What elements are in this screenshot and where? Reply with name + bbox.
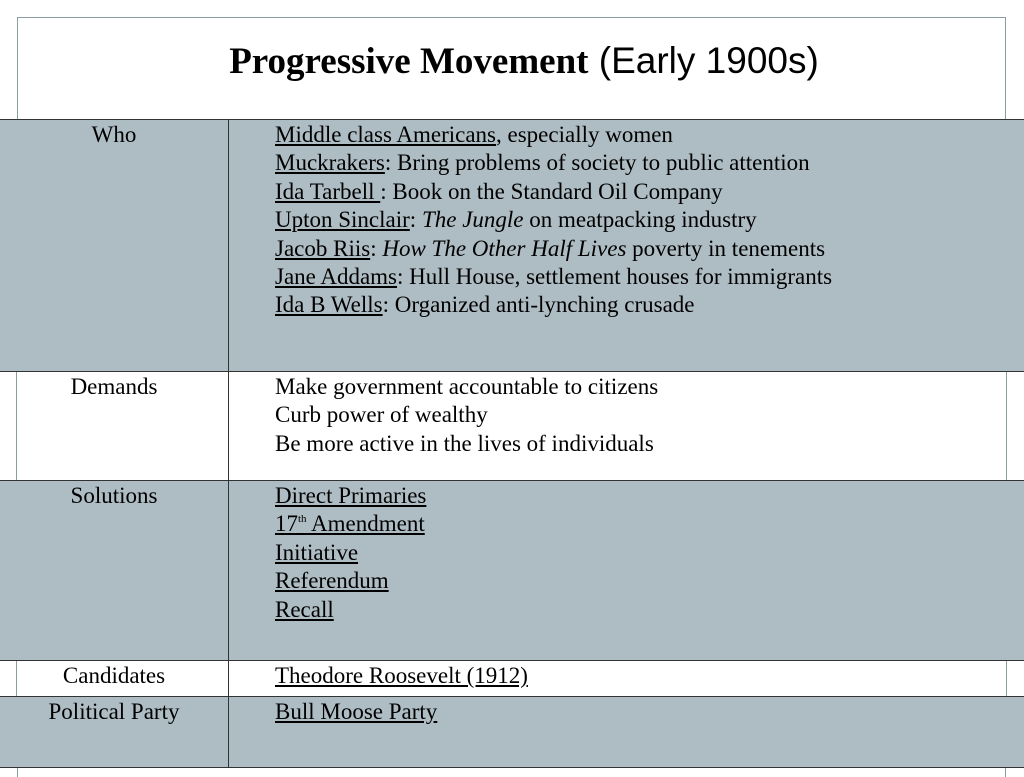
row-label-who: Who — [0, 120, 229, 372]
who-name-6: Jane Addams — [275, 264, 398, 290]
row-label-solutions: Solutions — [0, 481, 229, 661]
party-line-1 — [275, 698, 1024, 726]
table-row-party — [0, 696, 1024, 768]
solution-recall: Recall — [275, 596, 334, 622]
row-content-candidates — [275, 661, 1024, 690]
table-row-solutions — [0, 480, 1024, 661]
title-plain: (Early 1900s) — [588, 40, 819, 81]
who-line-7 — [275, 291, 1024, 319]
table-row-candidates — [0, 660, 1024, 697]
candidates-line-1 — [275, 662, 1024, 690]
demands-line-2: Curb power of wealthy — [275, 402, 488, 428]
who-name-7: Ida B Wells — [275, 292, 383, 318]
row-content-demands — [275, 372, 1024, 458]
solution-amendment-word: Amendment — [306, 511, 425, 537]
row-content-solutions — [275, 481, 1024, 624]
solution-direct-primaries: Direct Primaries — [275, 483, 427, 508]
solution-amendment-suffix: th — [298, 513, 307, 526]
who-sep-5: : — [370, 235, 383, 261]
table-row-demands — [0, 371, 1024, 481]
solutions-line-2 — [275, 510, 1024, 538]
title-bold: Progressive Movement — [229, 41, 589, 82]
solution-initiative: Initiative — [275, 539, 359, 565]
row-label-candidates: Candidates — [0, 661, 229, 697]
page-title — [0, 38, 1024, 85]
who-sep-4: : — [409, 207, 422, 233]
solutions-line-5 — [275, 596, 1024, 624]
who-desc-7: : Organized anti-lynching crusade — [382, 292, 695, 318]
who-line-6 — [275, 263, 1024, 291]
who-desc-2: : Bring problems of society to public attention — [384, 150, 810, 176]
who-name-2: Muckrakers — [275, 150, 385, 176]
party-name: Bull Moose Party — [275, 699, 438, 724]
who-name-4: Upton Sinclair — [275, 207, 410, 233]
solutions-line-4 — [275, 567, 1024, 595]
solutions-line-1 — [275, 482, 1024, 510]
who-desc-6: : Hull House, settlement houses for immigrants — [397, 264, 833, 290]
row-label-party: Political Party — [0, 697, 229, 768]
who-line-3 — [275, 178, 1024, 206]
who-name-1: Middle class Americans — [275, 122, 497, 147]
who-line-4 — [275, 206, 1024, 234]
who-name-3: Ida Tarbell — [275, 178, 381, 204]
who-title-5: How The Other Half Lives — [382, 235, 627, 261]
who-desc-5: poverty in tenements — [626, 235, 826, 261]
who-name-5: Jacob Riis — [275, 235, 371, 261]
row-label-demands: Demands — [0, 372, 229, 481]
who-desc-1: , especially women — [496, 122, 673, 147]
table-row-who — [0, 119, 1024, 372]
row-content-who — [275, 120, 1024, 320]
who-line-1 — [275, 121, 1024, 149]
who-title-4: The Jungle — [421, 207, 524, 233]
solution-amendment-number: 17 — [275, 511, 298, 537]
solutions-line-3 — [275, 539, 1024, 567]
who-line-5 — [275, 235, 1024, 263]
demands-line-1: Make government accountable to citizens — [275, 374, 659, 399]
who-desc-3: : Book on the Standard Oil Company — [380, 178, 723, 204]
candidate-name: Theodore Roosevelt (1912) — [275, 663, 528, 688]
row-content-party — [275, 697, 1024, 726]
who-desc-4: on meatpacking industry — [523, 207, 757, 233]
demands-line-3: Be more active in the lives of individuals — [275, 430, 654, 456]
solution-referendum: Referendum — [275, 568, 389, 594]
who-line-2 — [275, 149, 1024, 177]
